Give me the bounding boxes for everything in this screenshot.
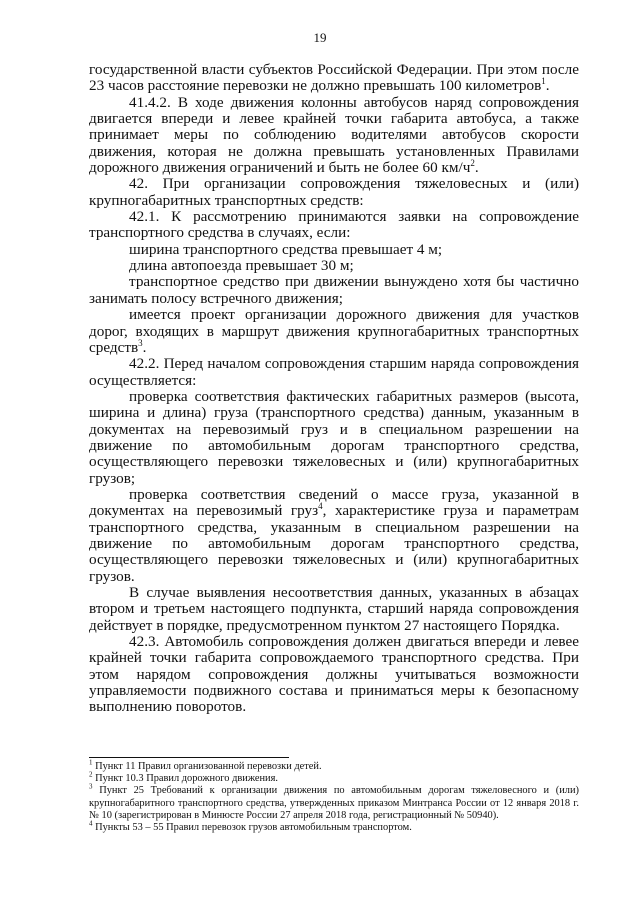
footnote-text: Пункт 25 Требований к организации движения по автомобильным дорогам тяжеловесного и (или) крупногабаритного транспортного средства, утвержденных приказом Минтранса России от 12 января 2018 г. № 10 (зарегистрирован в Минюсте России 27 апреля 2018 года, регистрационный № 50940). [89,785,579,821]
paragraph-continuation [89,62,579,95]
paragraph-42-3 [89,634,579,716]
footnote [89,782,579,822]
paragraph-mismatch [89,585,579,634]
list-item-mass-check [89,487,579,585]
footnote [89,758,579,773]
footnote-mark: 3 [89,782,93,791]
paragraph-text: 42.3. Автомобиль сопровождения должен двигаться впереди и левее крайней точки габарита сопровождаемого транспортного средства. При этом нарядом сопровождения должны учитываться возможности управляемости подвижного состава и приниматься меры к безопасному выполнению поворотов. [89,633,579,716]
paragraph-text: имеется проект организации дорожного движения для участков дорог, входящих в маршрут движения крупногабаритных транспортных средств [89,306,579,356]
footnote-reference: 1 [541,76,546,87]
list-item-project [89,307,579,356]
footnote-text: Пункты 53 – 55 Правил перевозок грузов автомобильным транспортом. [92,822,412,834]
paragraph-text: 41.4.2. В ходе движения колонны автобусов наряд сопровождения двигается впереди и левее крайней точки габарита автобуса, а также принимает меры по соблюдению водителями автобусов скорости движения, которая не должна превышать установленных Правилами дорожного движения ограничений и быть не более 60 км/ч [89,93,579,177]
list-item-oncoming-lane [89,274,579,307]
footnote [89,770,579,785]
footnote [89,819,579,834]
paragraph-text: 42.1. К рассмотрению принимаются заявки на сопровождение транспортного средства в случаях, если: [89,208,579,242]
paragraph-text: ширина транспортного средства превышает 4 м; [129,240,443,258]
paragraph-text: 42. При организации сопровождения тяжеловесных и (или) крупногабаритных транспортных средств: [89,175,579,209]
paragraph-text: транспортное средство при движении вынуждено хотя бы частично занимать полосу встречного движения; [89,273,579,307]
footnote-mark: 1 [89,758,93,767]
footnote-reference: 2 [470,158,475,168]
list-item-dimensions-check [89,389,579,487]
paragraph-41-4-2 [89,95,579,177]
paragraph-text: длина автопоезда превышает 30 м; [129,257,354,275]
paragraph-text: В случае выявления несоответствия данных, указанных в абзацах втором и третьем настоящего подпункта, старший наряда сопровождения действует в порядке, предусмотренном пунктом 27 настоящего Порядка. [89,584,579,634]
footnote-reference: 3 [138,337,143,348]
footnote-mark: 4 [89,819,93,828]
paragraph-42 [89,176,579,209]
paragraph-tail: . [142,338,147,356]
paragraph-tail: . [474,159,479,177]
paragraph-tail: , характеристике груза и параметрам транспортного средства, указанным в специальном разрешении на движение по автомобильным дорогам транспортного средства, осуществляющего перевозки тяжеловесных и (или) крупногабаритных грузов. [89,502,579,585]
footnotes [89,758,579,834]
paragraph-text: проверка соответствия фактических габаритных размеров (высота, ширина и длина) груза (транспортного средства) данным, указанным в документах на перевозимый груз и в специальном разрешении на движение по автомобильным дорогам транспортного средства, осуществляющего перевозки тяжеловесных и (или) крупногабаритных грузов; [89,387,579,487]
list-item-width [89,242,579,258]
paragraph-text: государственной власти субъектов Российской Федерации. При этом после 23 часов расстояние перевозки не должно превышать 100 километров [89,61,579,95]
paragraph-text: 42.2. Перед началом сопровождения старшим наряда сопровождения осуществляется: [89,355,579,389]
footnote-reference: 4 [318,501,323,512]
paragraph-tail: . [545,77,550,95]
paragraph-42-1 [89,209,579,242]
footnote-text: Пункт 10.3 Правил дорожного движения. [92,773,278,785]
page-number: 19 [313,30,327,45]
footnote-text: Пункт 11 Правил организованной перевозки детей. [92,761,322,772]
document-body [89,62,579,716]
footnote-mark: 2 [89,770,93,779]
paragraph-42-2 [89,356,579,389]
list-item-length [89,258,579,274]
paragraph-text: проверка соответствия сведений о массе груза, указанной в документах на перевозимый груз [89,485,579,520]
footnote-separator [89,757,289,758]
